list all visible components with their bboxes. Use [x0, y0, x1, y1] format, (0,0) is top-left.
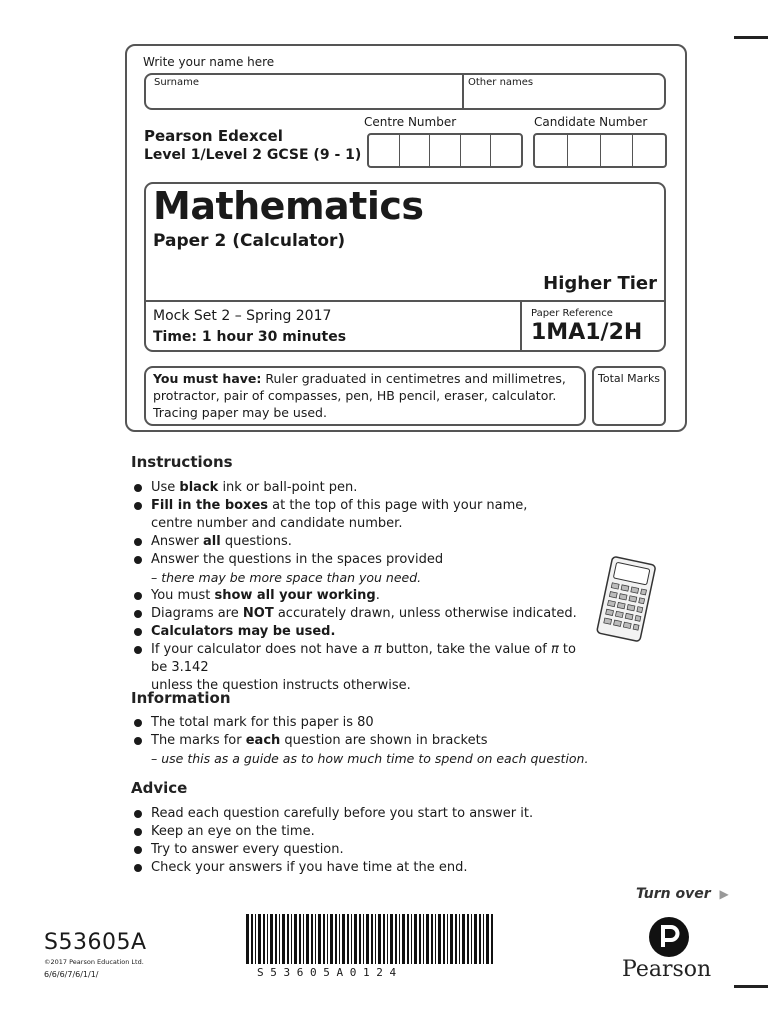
- paper-reference: 1MA1/2H: [531, 320, 643, 345]
- instructions-list: [131, 479, 591, 695]
- list-item: Answer the questions in the spaces provided – there may be more space than you need.: [131, 551, 591, 587]
- barcode-bar: [479, 914, 481, 964]
- barcode-bar: [474, 914, 477, 964]
- barcode: [244, 914, 496, 970]
- barcode-bar: [471, 914, 472, 964]
- barcode-bar: [378, 914, 381, 964]
- total-marks-label: Total Marks: [598, 372, 661, 385]
- barcode-bar: [402, 914, 405, 964]
- barcode-bar: [294, 914, 297, 964]
- barcode-bar: [414, 914, 417, 964]
- barcode-bar: [323, 914, 325, 964]
- list-item: Calculators may be used.: [131, 623, 591, 641]
- centre-number-boxes[interactable]: [367, 133, 523, 168]
- barcode-bar: [311, 914, 313, 964]
- barcode-bar: [258, 914, 261, 964]
- list-item: Read each question carefully before you start to answer it.: [131, 805, 591, 823]
- barcode-bar: [450, 914, 453, 964]
- barcode-bar: [287, 914, 289, 964]
- barcode-bar: [435, 914, 436, 964]
- barcode-bar: [431, 914, 433, 964]
- list-item: Try to answer every question.: [131, 841, 591, 859]
- barcode-bar: [263, 914, 265, 964]
- barcode-bar: [315, 914, 316, 964]
- exam-time: Time: 1 hour 30 minutes: [153, 329, 347, 345]
- barcode-bar: [371, 914, 373, 964]
- surname-field[interactable]: [146, 88, 458, 108]
- advice-title: Advice: [131, 779, 188, 797]
- barcode-bar: [279, 914, 280, 964]
- qualification-level: Level 1/Level 2 GCSE (9 - 1): [144, 147, 362, 163]
- play-arrow-icon: ▶: [719, 887, 729, 901]
- barcode-bar: [390, 914, 393, 964]
- list-item: Diagrams are NOT accurately drawn, unless otherwise indicated.: [131, 605, 591, 623]
- list-item: Check your answers if you have time at the end.: [131, 859, 591, 877]
- barcode-bar: [407, 914, 409, 964]
- barcode-bar: [330, 914, 333, 964]
- barcode-bar: [455, 914, 457, 964]
- paper-title: Paper 2 (Calculator): [153, 231, 346, 251]
- barcode-bar: [267, 914, 268, 964]
- candidate-number-label: Candidate Number: [534, 115, 648, 129]
- list-item: Keep an eye on the time.: [131, 823, 591, 841]
- barcode-bar: [335, 914, 337, 964]
- barcode-bar: [491, 914, 493, 964]
- barcode-bar: [246, 914, 249, 964]
- top-edge-mark: [734, 36, 768, 39]
- calculator-icon: [592, 556, 660, 644]
- barcode-bar: [447, 914, 448, 964]
- barcode-bar: [327, 914, 328, 964]
- must-have-line3: Tracing paper may be used.: [153, 405, 327, 420]
- barcode-bar: [438, 914, 441, 964]
- exam-session: Mock Set 2 – Spring 2017: [153, 308, 332, 324]
- barcode-bar: [306, 914, 309, 964]
- other-names-field[interactable]: [464, 88, 664, 108]
- exam-board: Pearson Edexcel: [144, 127, 283, 145]
- candidate-number-boxes[interactable]: [533, 133, 667, 168]
- barcode-bar: [443, 914, 445, 964]
- barcode-bar: [426, 914, 429, 964]
- barcode-bar: [359, 914, 361, 964]
- barcode-bar: [411, 914, 412, 964]
- title-divider: [146, 300, 664, 302]
- turn-over: [636, 886, 729, 902]
- instructions-title: Instructions: [131, 453, 233, 471]
- write-name-label: Write your name here: [143, 55, 275, 69]
- barcode-bar: [275, 914, 277, 964]
- barcode-bar: [251, 914, 253, 964]
- barcode-bar: [351, 914, 352, 964]
- barcode-bar: [459, 914, 460, 964]
- list-item: Answer all questions.: [131, 533, 591, 551]
- barcode-bar: [270, 914, 273, 964]
- list-item: If your calculator does not have a π button, take the value of π to be 3.142 unless the question instructs otherwise.: [131, 641, 591, 695]
- tier: Higher Tier: [543, 273, 657, 294]
- barcode-bar: [318, 914, 321, 964]
- barcode-text: S 5 3 6 0 5 A 0 1 2 4: [257, 966, 397, 979]
- reference-divider: [520, 300, 522, 352]
- must-have-line1: Ruler graduated in centimetres and millimetres,: [261, 371, 566, 386]
- bottom-edge-mark: [734, 985, 768, 988]
- print-code: 6/6/6/7/6/1/1/: [44, 970, 99, 979]
- barcode-bar: [303, 914, 304, 964]
- barcode-bar: [354, 914, 357, 964]
- advice-list: [131, 805, 591, 877]
- barcode-bar: [299, 914, 301, 964]
- information-list: [131, 714, 611, 768]
- must-have-heading: You must have:: [153, 371, 262, 386]
- must-have-text: [153, 370, 578, 421]
- barcode-bar: [383, 914, 385, 964]
- paper-reference-label: Paper Reference: [531, 308, 613, 319]
- pearson-logo-icon: [648, 916, 690, 958]
- barcode-bar: [395, 914, 397, 964]
- list-item: Use black ink or ball-point pen.: [131, 479, 591, 497]
- list-item: The marks for each question are shown in brackets – use this as a guide as to how much time to spend on each question.: [131, 732, 611, 768]
- list-item: Fill in the boxes at the top of this page with your name, centre number and candidate number.: [131, 497, 591, 533]
- barcode-bar: [363, 914, 364, 964]
- barcode-bar: [282, 914, 285, 964]
- subject-title: Mathematics: [153, 184, 424, 228]
- must-have-line2: protractor, pair of compasses, pen, HB pencil, eraser, calculator.: [153, 388, 557, 403]
- barcode-bar: [486, 914, 489, 964]
- barcode-bar: [366, 914, 369, 964]
- surname-label: Surname: [154, 77, 199, 88]
- list-item: The total mark for this paper is 80: [131, 714, 611, 732]
- other-names-label: Other names: [468, 77, 534, 88]
- barcode-bar: [399, 914, 400, 964]
- total-marks-box: [592, 366, 666, 426]
- barcode-bar: [375, 914, 376, 964]
- barcode-bar: [483, 914, 484, 964]
- copyright: ©2017 Pearson Education Ltd.: [44, 958, 144, 966]
- barcode-bar: [347, 914, 349, 964]
- barcode-bar: [423, 914, 424, 964]
- barcode-bar: [255, 914, 256, 964]
- barcode-bar: [342, 914, 345, 964]
- turn-over-label: Turn over: [636, 886, 711, 902]
- barcode-bar: [387, 914, 388, 964]
- barcode-bar: [462, 914, 465, 964]
- information-title: Information: [131, 689, 231, 707]
- paper-code: S53605A: [44, 930, 147, 955]
- list-item: You must show all your working.: [131, 587, 591, 605]
- publisher-name: Pearson: [622, 957, 712, 982]
- barcode-bar: [419, 914, 421, 964]
- centre-number-label: Centre Number: [364, 115, 457, 129]
- barcode-bar: [467, 914, 469, 964]
- barcode-bar: [291, 914, 292, 964]
- barcode-bar: [339, 914, 340, 964]
